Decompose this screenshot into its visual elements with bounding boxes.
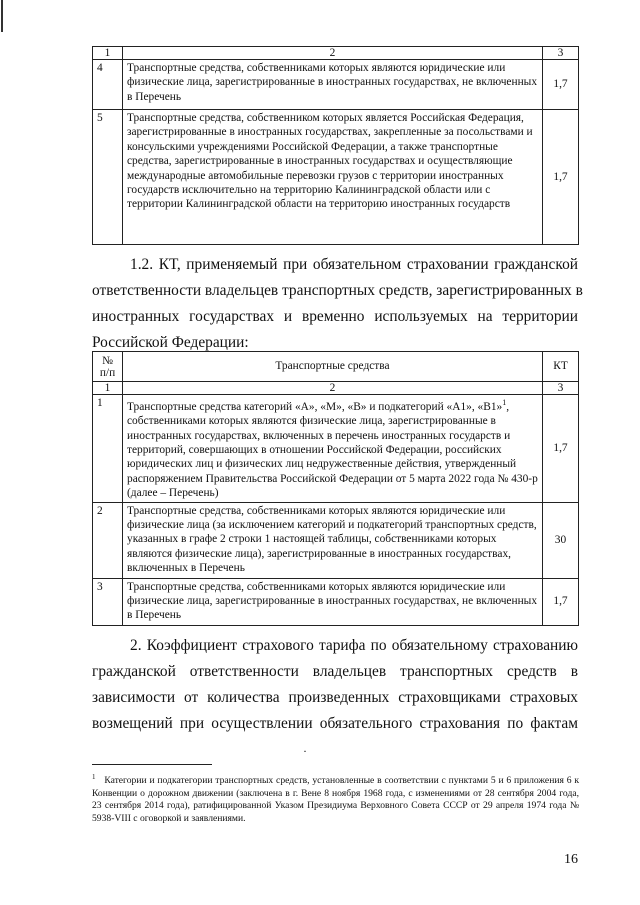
column-number-cell: 2 xyxy=(123,382,543,395)
footnote xyxy=(92,771,579,826)
header-number: № п/п xyxy=(93,352,123,382)
row-number: 1 xyxy=(93,395,123,503)
paragraph-2 xyxy=(92,633,578,737)
description-text: , собственниками которых являются физические лица, зарегистрированные в иностранных государствах, включенных в перечень иностранных государств и территорий, совершающих в отношении Российской Федерации, российских юридических лиц и физических лиц недружественные действия, утвержденный распоряжением Правительства Российской Федерации от 5 марта 2022 года № 430-р (далее – Перечень) xyxy=(127,400,538,500)
scan-edge-mark xyxy=(1,0,3,32)
row-number: 5 xyxy=(93,110,123,245)
paragraph-line: ответственности владельцев транспортных средств, зарегистрированных в xyxy=(92,282,583,299)
coefficient-value: 1,7 xyxy=(543,578,579,625)
table-continuation xyxy=(92,46,579,245)
paragraph-line: возмещений при осуществлении обязательного страхования по фактам xyxy=(92,715,578,732)
table-row xyxy=(93,110,579,245)
table-row xyxy=(93,502,579,578)
vehicle-description: Транспортные средства, собственниками которых являются юридические или физические лица, зарегистрированные в иностранных государствах, не включенных в Перечень xyxy=(123,60,543,110)
stray-mark: · xyxy=(303,744,307,758)
vehicle-description: Транспортные средства, собственником которых является Российская Федерация, зарегистрированные в иностранных государствах, закрепленные за посольствами и консульскими учреждениями Российской Федерации, а также транспортные средства, зарегистрированные в иностранных государствах и осуществляющие международные автомобильные перевозки грузов с территории иностранных государств исключительно на территорию Калининградской области или с территории Калининградской области на территорию иностранных государств xyxy=(123,110,543,245)
column-number-cell: 3 xyxy=(543,47,579,60)
footnote-text: Категории и подкатегории транспортных средств, установленные в соответствии с пунктами 5 и 6 приложения 6 к Конвенции о дорожном движении (заключена в г. Вене 8 ноября 1968 года, с изменениями от 28 сентября 2004 года, 23 сентября 2014 года), ратифицированной Указом Президиума Верховного Совета СССР от 29 апреля 1974 года № 5938-VIII с оговоркой и заявлениями. xyxy=(92,775,579,824)
paragraph-line: Российской Федерации: xyxy=(92,334,249,351)
page-number: 16 xyxy=(564,852,578,867)
footnote-reference: 1 xyxy=(502,398,507,407)
coefficient-value: 1,7 xyxy=(543,60,579,110)
row-number: 2 xyxy=(93,502,123,578)
column-number-cell: 2 xyxy=(123,47,543,60)
table-column-numbers xyxy=(93,47,579,60)
column-number-cell: 1 xyxy=(93,47,123,60)
column-number-cell: 3 xyxy=(543,382,579,395)
vehicle-description xyxy=(123,395,543,503)
table-row xyxy=(93,60,579,110)
table-column-numbers xyxy=(93,382,579,395)
paragraph-line: гражданской ответственности владельцев транспортных средств в xyxy=(92,663,578,680)
footnote-divider xyxy=(92,764,212,765)
paragraph-line: 2. Коэффициент страхового тарифа по обязательному страхованию xyxy=(130,637,578,654)
coefficient-value: 30 xyxy=(543,502,579,578)
row-number: 3 xyxy=(93,578,123,625)
coefficient-table xyxy=(92,351,579,626)
paragraph-line: зависимости от количества произведенных страховщиками страховых xyxy=(92,689,578,706)
vehicle-description: Транспортные средства, собственниками которых являются юридические или физические лица, зарегистрированные в иностранных государствах, не включенных в Перечень xyxy=(123,578,543,625)
table-row xyxy=(93,395,579,503)
vehicle-description: Транспортные средства, собственниками которых являются юридические или физические лица (за исключением категорий и подкатегорий транспортных средств, указанных в графе 2 строки 1 настоящей таблицы, собственниками которых являются физические лица), зарегистрированные в иностранных государствах, включенных в Перечень xyxy=(123,502,543,578)
footnote-mark: 1 xyxy=(92,773,96,781)
table-row xyxy=(93,578,579,625)
row-number: 4 xyxy=(93,60,123,110)
paragraph-line: иностранных государствах и временно используемых на территории xyxy=(92,308,578,325)
table-header-row xyxy=(93,352,579,382)
column-number-cell: 1 xyxy=(93,382,123,395)
description-text: Транспортные средства категорий «А», «М», «В» и подкатегорий «А1», «В1» xyxy=(127,400,503,413)
coefficient-value: 1,7 xyxy=(543,395,579,503)
paragraph-1-2 xyxy=(92,252,583,356)
header-vehicles: Транспортные средства xyxy=(123,352,543,382)
header-kt: КТ xyxy=(543,352,579,382)
paragraph-line: 1.2. КТ, применяемый при обязательном страховании гражданской xyxy=(130,256,578,273)
coefficient-value: 1,7 xyxy=(543,110,579,245)
